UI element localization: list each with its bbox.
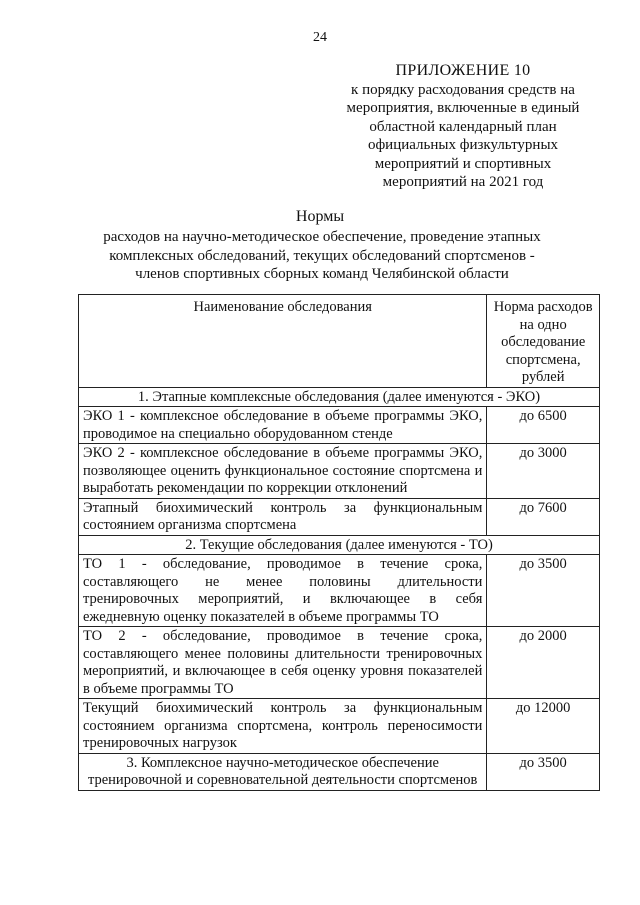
table-row (79, 753, 600, 790)
appendix-title: ПРИЛОЖЕНИЕ 10 (395, 62, 531, 79)
page-number: 24 (313, 30, 327, 45)
table-row (79, 498, 600, 535)
header-norm: Норма расходов на одно обследование спортсмена, рублей (487, 295, 600, 388)
appendix-line: мероприятий и спортивных (374, 155, 552, 172)
appendix-header (318, 62, 608, 192)
table-row (79, 699, 600, 754)
appendix-line: областной календарный план (369, 118, 557, 135)
row-value: до 3500 (487, 555, 600, 627)
appendix-line: к порядку расходования средств на (351, 81, 575, 98)
appendix-line: официальных физкультурных (367, 137, 559, 153)
norms-title: Нормы (295, 208, 345, 225)
row-description: Текущий биохимический контроль за функциональным состоянием организма спортсмена, контроль переносимости тренировочных нагрузок (79, 699, 487, 754)
appendix-line: мероприятия, включенные в единый (346, 100, 580, 116)
table-row (79, 444, 600, 499)
row-value: до 3000 (487, 444, 600, 499)
row-value: до 2000 (487, 627, 600, 699)
appendix-line: мероприятий на 2021 год (382, 174, 544, 190)
row-description: ЭКО 2 - комплексное обследование в объеме программы ЭКО, позволяющее оценить функциональное состояние спортсмена и выработать рекомендации по коррекции отклонений (79, 444, 487, 499)
row-value: до 6500 (487, 407, 600, 444)
section-row (79, 535, 600, 555)
row-value: до 12000 (487, 699, 600, 754)
table-row (79, 407, 600, 444)
norms-subtitle: расходов на научно-методическое обеспечение, проведение этапных комплексных обследований, текущих обследований спортсменов - членов спортивных сборных команд Челябинской области (103, 229, 541, 282)
header-name: Наименование обследования (79, 295, 487, 388)
table-row (79, 627, 600, 699)
section-1-title: 1. Этапные комплексные обследования (далее именуются - ЭКО) (79, 387, 600, 407)
section-3-description: 3. Комплексное научно-методическое обеспечение тренировочной и соревновательной деятельности спортсменов (79, 753, 487, 790)
section-2-title: 2. Текущие обследования (далее именуются - ТО) (79, 535, 600, 555)
row-description: ТО 1 - обследование, проводимое в течение срока, составляющего не менее половины длительности тренировочных мероприятий, и включающее в себя ежедневную оценку показателей в объеме программы ТО (79, 555, 487, 627)
section-row (79, 387, 600, 407)
row-description: ТО 2 - обследование, проводимое в течение срока, составляющего менее половины длительности тренировочных мероприятий, и включающее в себя оценку уровня показателей в объеме программы ТО (79, 627, 487, 699)
norms-table (78, 294, 600, 791)
table-row (79, 555, 600, 627)
row-description: Этапный биохимический контроль за функциональным состоянием организма спортсмена (79, 498, 487, 535)
row-value: до 3500 (487, 753, 600, 790)
row-value: до 7600 (487, 498, 600, 535)
table-header-row (79, 295, 600, 388)
row-description: ЭКО 1 - комплексное обследование в объеме программы ЭКО, проводимое на специально оборудованном стенде (79, 407, 487, 444)
